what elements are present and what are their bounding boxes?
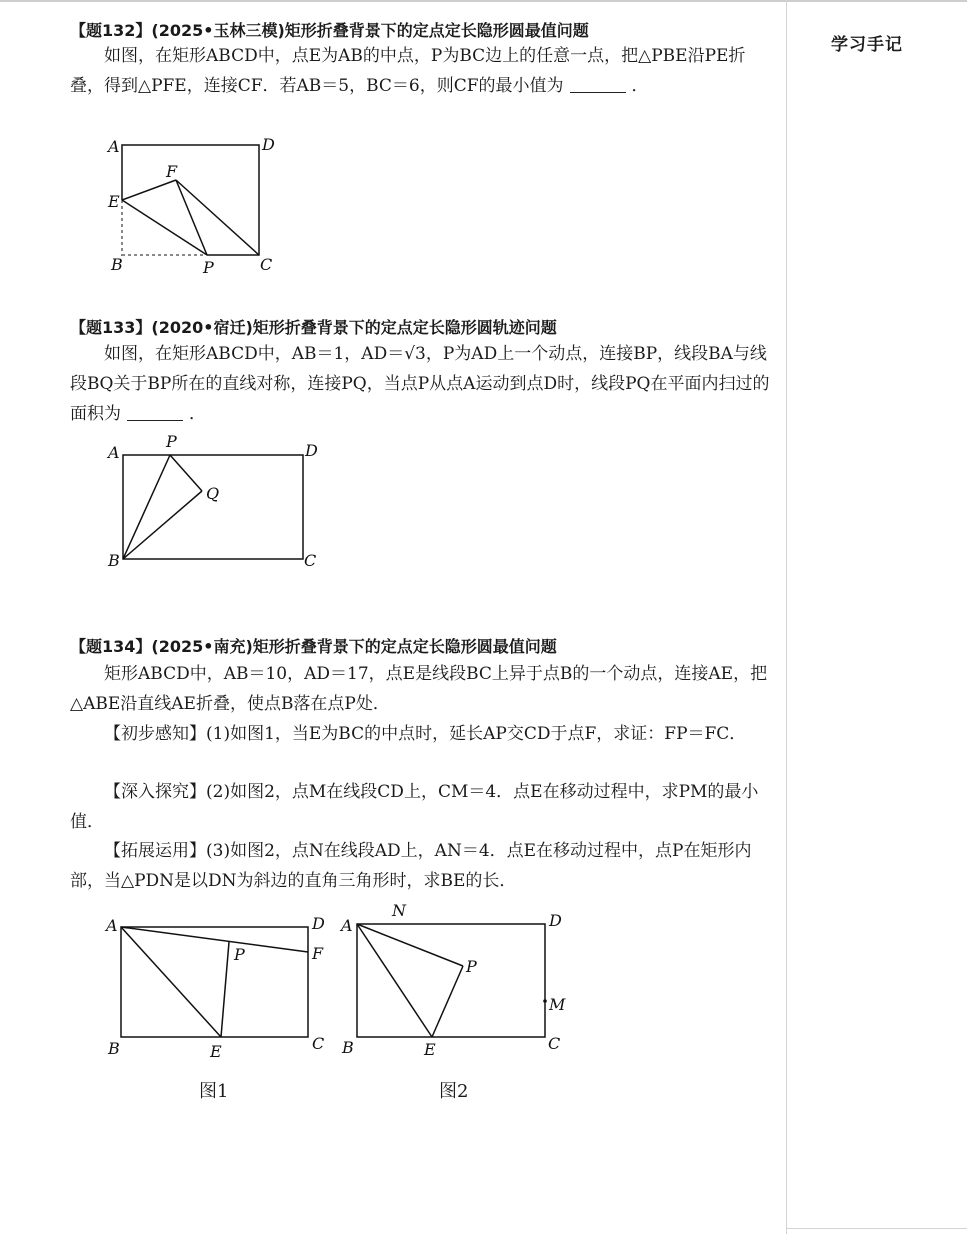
label-a: A (341, 916, 353, 935)
label-c: C (304, 551, 317, 570)
label-b: B (108, 551, 120, 570)
problem-132-tail: ． (631, 76, 649, 96)
label-d: D (549, 911, 562, 930)
label-a: A (106, 916, 118, 935)
label-f: F (312, 944, 324, 963)
label-c: C (260, 255, 273, 274)
label-c: C (548, 1034, 561, 1053)
sidebar-bottom-rule (787, 1228, 967, 1229)
problem-133-text: 如图，在矩形ABCD中，AB＝1，AD＝√3，P为AD上一个动点，连接BP，线段BA与线段BQ关于BP所在的直线对称，连接PQ，当点P从点A运动到点D时，线段PQ在平面内扫过的面积为 (70, 344, 770, 424)
segment-pe (432, 966, 463, 1037)
label-d: D (312, 914, 325, 933)
problem-132-text: 如图，在矩形ABCD中，点E为AB的中点，P为BC边上的任意一点，把△PBE沿PE折叠，得到△PFE，连接CF．若AB＝5，BC＝6，则CF的最小值为 (70, 46, 746, 96)
label-n: N (392, 901, 406, 920)
label-c: C (312, 1034, 325, 1053)
label-e: E (424, 1040, 436, 1059)
label-f: F (166, 162, 178, 181)
label-e: E (108, 192, 120, 211)
problem-132-title: 【题132】(2025•玉林三模)矩形折叠背景下的定点定长隐形圆最值问题 (70, 21, 589, 40)
figure-2-caption: 图2 (439, 1081, 469, 1102)
sidebar-title: 学习手记 (831, 35, 903, 55)
label-p: P (203, 258, 214, 277)
segment-ae (357, 924, 432, 1037)
notes-sidebar (786, 0, 967, 1234)
label-m: M (549, 995, 566, 1014)
problem-133-title: 【题133】(2020•宿迁)矩形折叠背景下的定点定长隐形圆轨迹问题 (70, 318, 557, 337)
label-p: P (466, 957, 477, 976)
segment-ap (357, 924, 463, 966)
label-d: D (262, 135, 275, 154)
label-d: D (305, 441, 318, 460)
label-q: Q (206, 484, 220, 503)
label-e: E (210, 1042, 222, 1061)
problem-134-part-1: 【初步感知】(1)如图1，当E为BC的中点时，延长AP交CD于点F，求证：FP＝FC． (104, 724, 747, 744)
problem-134-title: 【题134】(2025•南充)矩形折叠背景下的定点定长隐形圆最值问题 (70, 637, 557, 656)
problem-134-part-2: 【深入探究】(2)如图2，点M在线段CD上，CM＝4．点E在移动过程中，求PM的最小值． (70, 782, 759, 832)
point-m (543, 999, 547, 1003)
problem-134-part-3: 【拓展运用】(3)如图2，点N在线段AD上，AN＝4．点E在移动过程中，点P在矩形内部，当△PDN是以DN为斜边的直角三角形时，求BE的长． (70, 841, 752, 891)
label-b: B (111, 255, 123, 274)
label-b: B (342, 1038, 354, 1057)
label-a: A (108, 443, 120, 462)
label-p: P (234, 945, 245, 964)
label-b: B (108, 1039, 120, 1058)
problem-134-intro: 矩形ABCD中，AB＝10，AD＝17，点E是线段BC上异于点B的一个动点，连接AE，把△ABE沿直线AE折叠，使点B落在点P处． (70, 664, 768, 714)
rect-abcd (357, 924, 545, 1037)
label-a: A (108, 137, 120, 156)
figure-1-caption: 图1 (199, 1081, 229, 1102)
problem-133-tail: ． (189, 404, 206, 424)
label-p: P (166, 432, 177, 451)
